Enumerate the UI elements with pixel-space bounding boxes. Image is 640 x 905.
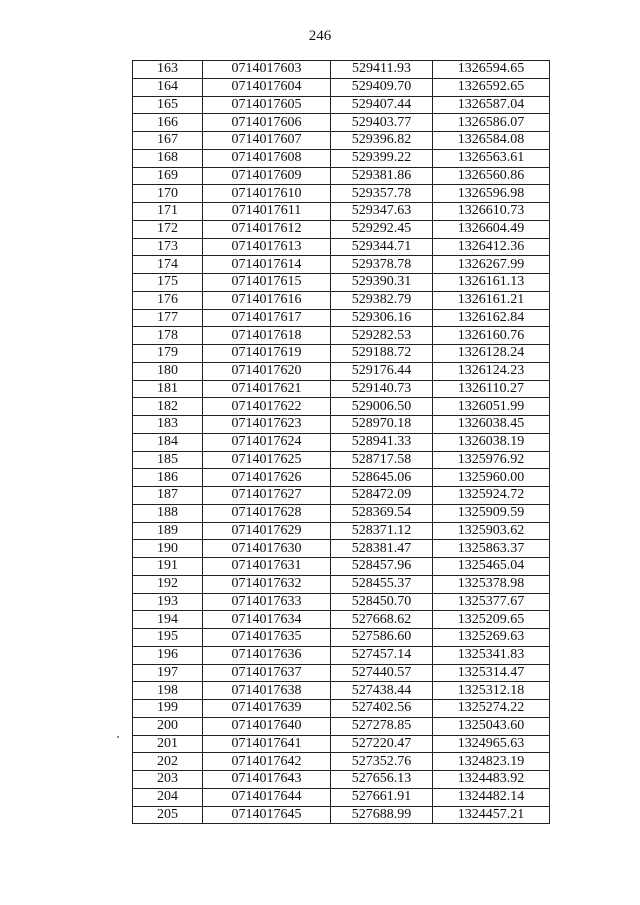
y-coordinate-cell: 1324483.92 — [433, 771, 550, 789]
parcel-code-cell: 0714017639 — [203, 700, 331, 718]
row-index-cell: 173 — [133, 238, 203, 256]
parcel-code-cell: 0714017620 — [203, 362, 331, 380]
table-row — [133, 96, 550, 114]
x-coordinate-cell: 529176.44 — [331, 362, 433, 380]
parcel-code-cell: 0714017635 — [203, 629, 331, 647]
x-coordinate-cell: 529390.31 — [331, 274, 433, 292]
row-index-cell: 166 — [133, 114, 203, 132]
row-index-cell: 164 — [133, 78, 203, 96]
y-coordinate-cell: 1326038.45 — [433, 416, 550, 434]
x-coordinate-cell: 528450.70 — [331, 593, 433, 611]
parcel-code-cell: 0714017621 — [203, 380, 331, 398]
table-row — [133, 398, 550, 416]
row-index-cell: 193 — [133, 593, 203, 611]
parcel-code-cell: 0714017626 — [203, 469, 331, 487]
margin-mark — [117, 736, 119, 738]
parcel-code-cell: 0714017606 — [203, 114, 331, 132]
table-row — [133, 575, 550, 593]
x-coordinate-cell: 529399.22 — [331, 149, 433, 167]
x-coordinate-cell: 527668.62 — [331, 611, 433, 629]
y-coordinate-cell: 1326596.98 — [433, 185, 550, 203]
row-index-cell: 186 — [133, 469, 203, 487]
parcel-code-cell: 0714017634 — [203, 611, 331, 629]
table-row — [133, 185, 550, 203]
parcel-code-cell: 0714017611 — [203, 203, 331, 221]
parcel-code-cell: 0714017644 — [203, 788, 331, 806]
row-index-cell: 205 — [133, 806, 203, 824]
x-coordinate-cell: 529407.44 — [331, 96, 433, 114]
table-row — [133, 309, 550, 327]
x-coordinate-cell: 527440.57 — [331, 664, 433, 682]
table-row — [133, 61, 550, 79]
row-index-cell: 195 — [133, 629, 203, 647]
x-coordinate-cell: 529282.53 — [331, 327, 433, 345]
x-coordinate-cell: 528645.06 — [331, 469, 433, 487]
row-index-cell: 190 — [133, 540, 203, 558]
y-coordinate-cell: 1326161.13 — [433, 274, 550, 292]
y-coordinate-cell: 1325341.83 — [433, 646, 550, 664]
y-coordinate-cell: 1326110.27 — [433, 380, 550, 398]
row-index-cell: 191 — [133, 558, 203, 576]
x-coordinate-cell: 527688.99 — [331, 806, 433, 824]
parcel-code-cell: 0714017627 — [203, 487, 331, 505]
parcel-code-cell: 0714017615 — [203, 274, 331, 292]
row-index-cell: 169 — [133, 167, 203, 185]
y-coordinate-cell: 1325863.37 — [433, 540, 550, 558]
row-index-cell: 196 — [133, 646, 203, 664]
table-row — [133, 735, 550, 753]
row-index-cell: 174 — [133, 256, 203, 274]
table-row — [133, 806, 550, 824]
row-index-cell: 172 — [133, 220, 203, 238]
x-coordinate-cell: 528717.58 — [331, 451, 433, 469]
parcel-code-cell: 0714017604 — [203, 78, 331, 96]
y-coordinate-cell: 1324482.14 — [433, 788, 550, 806]
table-body — [133, 61, 550, 824]
x-coordinate-cell: 527586.60 — [331, 629, 433, 647]
x-coordinate-cell: 528369.54 — [331, 504, 433, 522]
table-row — [133, 664, 550, 682]
y-coordinate-cell: 1324457.21 — [433, 806, 550, 824]
row-index-cell: 177 — [133, 309, 203, 327]
x-coordinate-cell: 529396.82 — [331, 132, 433, 150]
row-index-cell: 192 — [133, 575, 203, 593]
x-coordinate-cell: 529378.78 — [331, 256, 433, 274]
table-row — [133, 203, 550, 221]
row-index-cell: 182 — [133, 398, 203, 416]
y-coordinate-cell: 1326124.23 — [433, 362, 550, 380]
x-coordinate-cell: 529344.71 — [331, 238, 433, 256]
row-index-cell: 179 — [133, 345, 203, 363]
y-coordinate-cell: 1325314.47 — [433, 664, 550, 682]
y-coordinate-cell: 1326584.08 — [433, 132, 550, 150]
parcel-code-cell: 0714017623 — [203, 416, 331, 434]
y-coordinate-cell: 1326161.21 — [433, 291, 550, 309]
row-index-cell: 184 — [133, 433, 203, 451]
y-coordinate-cell: 1325378.98 — [433, 575, 550, 593]
table-row — [133, 593, 550, 611]
row-index-cell: 189 — [133, 522, 203, 540]
table-row — [133, 451, 550, 469]
coordinates-table — [132, 60, 550, 824]
x-coordinate-cell: 529188.72 — [331, 345, 433, 363]
table-row — [133, 700, 550, 718]
row-index-cell: 176 — [133, 291, 203, 309]
x-coordinate-cell: 529409.70 — [331, 78, 433, 96]
x-coordinate-cell: 529140.73 — [331, 380, 433, 398]
parcel-code-cell: 0714017645 — [203, 806, 331, 824]
row-index-cell: 163 — [133, 61, 203, 79]
table-row — [133, 522, 550, 540]
y-coordinate-cell: 1326128.24 — [433, 345, 550, 363]
y-coordinate-cell: 1326051.99 — [433, 398, 550, 416]
y-coordinate-cell: 1325465.04 — [433, 558, 550, 576]
y-coordinate-cell: 1325909.59 — [433, 504, 550, 522]
table-row — [133, 362, 550, 380]
parcel-code-cell: 0714017609 — [203, 167, 331, 185]
x-coordinate-cell: 527220.47 — [331, 735, 433, 753]
y-coordinate-cell: 1325209.65 — [433, 611, 550, 629]
table-row — [133, 558, 550, 576]
table-row — [133, 433, 550, 451]
x-coordinate-cell: 527402.56 — [331, 700, 433, 718]
table-row — [133, 629, 550, 647]
x-coordinate-cell: 529292.45 — [331, 220, 433, 238]
y-coordinate-cell: 1326594.65 — [433, 61, 550, 79]
x-coordinate-cell: 528941.33 — [331, 433, 433, 451]
table-row — [133, 504, 550, 522]
table-row — [133, 132, 550, 150]
y-coordinate-cell: 1324965.63 — [433, 735, 550, 753]
row-index-cell: 170 — [133, 185, 203, 203]
table-row — [133, 540, 550, 558]
row-index-cell: 168 — [133, 149, 203, 167]
table-row — [133, 114, 550, 132]
parcel-code-cell: 0714017630 — [203, 540, 331, 558]
y-coordinate-cell: 1326160.76 — [433, 327, 550, 345]
parcel-code-cell: 0714017624 — [203, 433, 331, 451]
y-coordinate-cell: 1325976.92 — [433, 451, 550, 469]
parcel-code-cell: 0714017625 — [203, 451, 331, 469]
row-index-cell: 183 — [133, 416, 203, 434]
row-index-cell: 181 — [133, 380, 203, 398]
parcel-code-cell: 0714017631 — [203, 558, 331, 576]
row-index-cell: 194 — [133, 611, 203, 629]
table-row — [133, 220, 550, 238]
table-row — [133, 487, 550, 505]
parcel-code-cell: 0714017618 — [203, 327, 331, 345]
table-row — [133, 327, 550, 345]
parcel-code-cell: 0714017628 — [203, 504, 331, 522]
y-coordinate-cell: 1326267.99 — [433, 256, 550, 274]
y-coordinate-cell: 1325924.72 — [433, 487, 550, 505]
x-coordinate-cell: 529382.79 — [331, 291, 433, 309]
parcel-code-cell: 0714017610 — [203, 185, 331, 203]
row-index-cell: 202 — [133, 753, 203, 771]
table-row — [133, 611, 550, 629]
row-index-cell: 167 — [133, 132, 203, 150]
row-index-cell: 199 — [133, 700, 203, 718]
x-coordinate-cell: 527457.14 — [331, 646, 433, 664]
y-coordinate-cell: 1326604.49 — [433, 220, 550, 238]
table-row — [133, 167, 550, 185]
table-row — [133, 238, 550, 256]
x-coordinate-cell: 527352.76 — [331, 753, 433, 771]
table-row — [133, 646, 550, 664]
parcel-code-cell: 0714017642 — [203, 753, 331, 771]
y-coordinate-cell: 1325269.63 — [433, 629, 550, 647]
table-row — [133, 274, 550, 292]
parcel-code-cell: 0714017637 — [203, 664, 331, 682]
parcel-code-cell: 0714017633 — [203, 593, 331, 611]
y-coordinate-cell: 1326587.04 — [433, 96, 550, 114]
row-index-cell: 171 — [133, 203, 203, 221]
x-coordinate-cell: 529381.86 — [331, 167, 433, 185]
x-coordinate-cell: 529411.93 — [331, 61, 433, 79]
row-index-cell: 204 — [133, 788, 203, 806]
row-index-cell: 198 — [133, 682, 203, 700]
parcel-code-cell: 0714017603 — [203, 61, 331, 79]
parcel-code-cell: 0714017640 — [203, 717, 331, 735]
x-coordinate-cell: 529006.50 — [331, 398, 433, 416]
row-index-cell: 203 — [133, 771, 203, 789]
y-coordinate-cell: 1325377.67 — [433, 593, 550, 611]
table-row — [133, 771, 550, 789]
x-coordinate-cell: 527656.13 — [331, 771, 433, 789]
page-number: 246 — [308, 28, 332, 44]
y-coordinate-cell: 1325274.22 — [433, 700, 550, 718]
row-index-cell: 185 — [133, 451, 203, 469]
parcel-code-cell: 0714017616 — [203, 291, 331, 309]
table-row — [133, 149, 550, 167]
parcel-code-cell: 0714017617 — [203, 309, 331, 327]
y-coordinate-cell: 1326610.73 — [433, 203, 550, 221]
table-row — [133, 788, 550, 806]
parcel-code-cell: 0714017641 — [203, 735, 331, 753]
parcel-code-cell: 0714017614 — [203, 256, 331, 274]
x-coordinate-cell: 528472.09 — [331, 487, 433, 505]
y-coordinate-cell: 1326592.65 — [433, 78, 550, 96]
row-index-cell: 180 — [133, 362, 203, 380]
y-coordinate-cell: 1325043.60 — [433, 717, 550, 735]
table-row — [133, 753, 550, 771]
x-coordinate-cell: 528457.96 — [331, 558, 433, 576]
parcel-code-cell: 0714017638 — [203, 682, 331, 700]
x-coordinate-cell: 528371.12 — [331, 522, 433, 540]
row-index-cell: 165 — [133, 96, 203, 114]
x-coordinate-cell: 528455.37 — [331, 575, 433, 593]
y-coordinate-cell: 1325903.62 — [433, 522, 550, 540]
x-coordinate-cell: 529347.63 — [331, 203, 433, 221]
y-coordinate-cell: 1324823.19 — [433, 753, 550, 771]
parcel-code-cell: 0714017629 — [203, 522, 331, 540]
table-row — [133, 78, 550, 96]
table-row — [133, 291, 550, 309]
x-coordinate-cell: 528970.18 — [331, 416, 433, 434]
row-index-cell: 188 — [133, 504, 203, 522]
y-coordinate-cell: 1326560.86 — [433, 167, 550, 185]
table-row — [133, 256, 550, 274]
parcel-code-cell: 0714017636 — [203, 646, 331, 664]
x-coordinate-cell: 527278.85 — [331, 717, 433, 735]
table-row — [133, 380, 550, 398]
parcel-code-cell: 0714017632 — [203, 575, 331, 593]
x-coordinate-cell: 527661.91 — [331, 788, 433, 806]
row-index-cell: 187 — [133, 487, 203, 505]
y-coordinate-cell: 1326563.61 — [433, 149, 550, 167]
y-coordinate-cell: 1325960.00 — [433, 469, 550, 487]
x-coordinate-cell: 528381.47 — [331, 540, 433, 558]
row-index-cell: 201 — [133, 735, 203, 753]
parcel-code-cell: 0714017613 — [203, 238, 331, 256]
table-row — [133, 682, 550, 700]
y-coordinate-cell: 1326038.19 — [433, 433, 550, 451]
parcel-code-cell: 0714017643 — [203, 771, 331, 789]
y-coordinate-cell: 1326586.07 — [433, 114, 550, 132]
row-index-cell: 175 — [133, 274, 203, 292]
table-row — [133, 416, 550, 434]
row-index-cell: 178 — [133, 327, 203, 345]
parcel-code-cell: 0714017612 — [203, 220, 331, 238]
table-row — [133, 345, 550, 363]
x-coordinate-cell: 529357.78 — [331, 185, 433, 203]
x-coordinate-cell: 529306.16 — [331, 309, 433, 327]
parcel-code-cell: 0714017619 — [203, 345, 331, 363]
table-row — [133, 469, 550, 487]
x-coordinate-cell: 529403.77 — [331, 114, 433, 132]
parcel-code-cell: 0714017622 — [203, 398, 331, 416]
row-index-cell: 197 — [133, 664, 203, 682]
y-coordinate-cell: 1326162.84 — [433, 309, 550, 327]
row-index-cell: 200 — [133, 717, 203, 735]
x-coordinate-cell: 527438.44 — [331, 682, 433, 700]
parcel-code-cell: 0714017605 — [203, 96, 331, 114]
table-row — [133, 717, 550, 735]
y-coordinate-cell: 1325312.18 — [433, 682, 550, 700]
parcel-code-cell: 0714017607 — [203, 132, 331, 150]
y-coordinate-cell: 1326412.36 — [433, 238, 550, 256]
parcel-code-cell: 0714017608 — [203, 149, 331, 167]
